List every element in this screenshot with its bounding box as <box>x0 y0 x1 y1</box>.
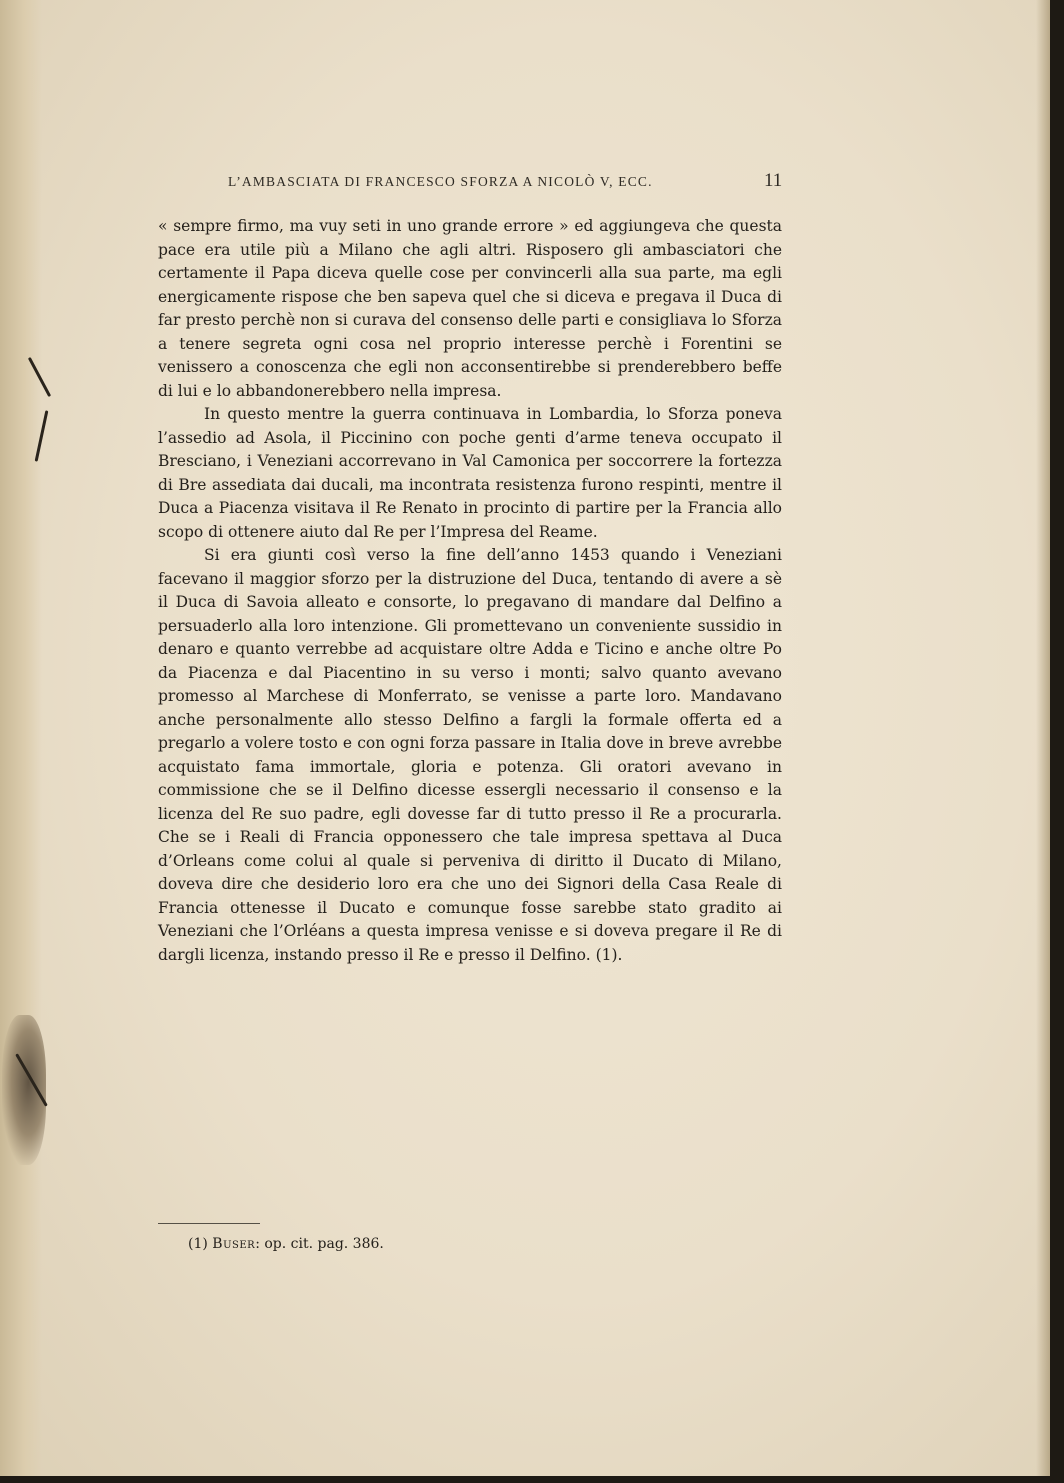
page-gutter-shadow <box>0 0 42 1476</box>
paragraph: Si era giunti così verso la fine dell’anno 1453 quando i Veneziani facevano il maggior sforzo per la distruzione del Duca, tentando di avere a sè il Duca di Savoia alleato e consorte, lo pregavano di mandare dal Delfino a persuaderlo alla loro intenzione. Gli promettevano un conveniente sussidio in denaro e quanto verrebbe ad acquistare oltre Adda e Ticino e anche oltre Po da Piacenza e dal Piacentino in su verso i monti; salvo quanto avevano promesso al Marchese di Monferrato, se venisse a parte loro. Mandavano anche personalmente allo stesso Delfino a fargli la formale offerta ed a pregarlo a volere tosto e con ogni forza passare in Italia dove in breve avrebbe acquistato fama immortale, gloria e potenza. Gli oratori avevano in commissione che se il Delfino dicesse essergli necessario il consenso e la licenza del Re suo padre, egli dovesse far di tutto presso il Re a procurarla. Che se i Reali di Francia opponessero che tale impresa spettava al Duca d’Orleans come colui al quale si perveniva di diritto il Ducato di Milano, doveva dire che desiderio loro era che uno dei Signori della Casa Reale di Francia ottenesse il Ducato e comunque fosse sarebbe stato gradito ai Veneziani che l’Orléans a questa impresa venisse e si doveva pregare il Re di dargli licenza, instando presso il Re e presso il Delfino. (1). <box>158 546 782 964</box>
page-number: 11 <box>764 170 783 191</box>
footnote-author: Buser <box>212 1236 256 1252</box>
footnote-citation: : op. cit. pag. 386. <box>255 1236 384 1252</box>
footnote-divider <box>158 1223 260 1224</box>
paragraph: In questo mentre la guerra continuava in Lombardia, lo Sforza poneva l’assedio ad Asola, il Piccinino con poche genti d’arme teneva occupato il Bresciano, i Veneziani accorrevano in Val Camonica per soccorrere la fortezza di Bre assediata dai ducali, ma incontrata resistenza furono respinti, mentre il Duca a Piacenza visitava il Re Renato in procinto di partire per la Francia allo scopo di ottenere aiuto dal Re per l’Impresa del Reame. <box>158 405 782 541</box>
paragraph: « sempre firmo, ma vuy seti in uno grande errore » ed aggiungeva che questa pace era utile più a Milano che agli altri. Risposero gli ambasciatori che certamente il Papa diceva quelle cose per convincerli alla sua parte, ma egli energicamente rispose che ben sapeva quel che si diceva e pregava il Duca di far presto perchè non si curava del consenso delle parti e consigliava lo Sforza a tenere segreta ogni cosa nel proprio interesse perchè i Forentini se venissero a conoscenza che egli non acconsentirebbe si prenderebbero beffe di lui e lo abbandonerebbero nella impresa. <box>158 217 782 400</box>
footnote-marker: (1) <box>188 1236 208 1252</box>
running-header: L’AMBASCIATA DI FRANCESCO SFORZA A NICOLÒ V, ECC. <box>228 174 653 189</box>
footnote <box>188 1236 384 1252</box>
page-edge-shadow <box>1036 0 1050 1476</box>
body-text <box>158 215 782 967</box>
